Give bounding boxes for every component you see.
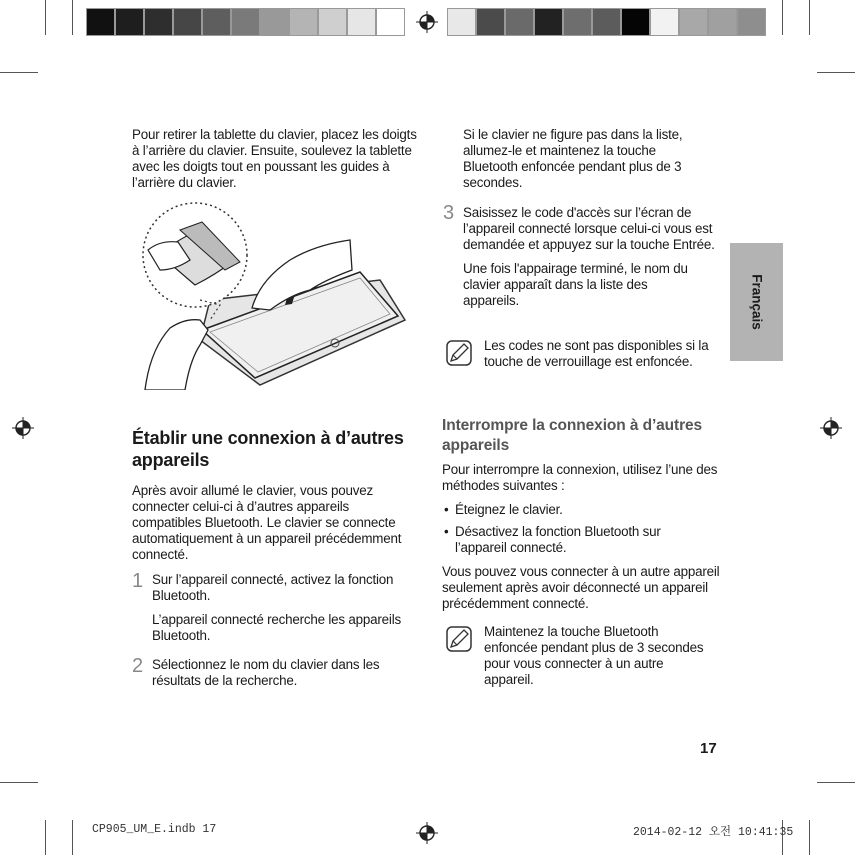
step-subtext: Une fois l'appairage terminé, le nom du clavier apparaît dans la liste des appareils. xyxy=(463,261,688,308)
swatch xyxy=(650,8,679,36)
tablet-removal-illustration xyxy=(140,200,415,390)
continuation-paragraph: Si le clavier ne figure pas dans la liste, allumez-le et maintenez la touche Bluetooth enfoncée pendant plus de 3 secondes. xyxy=(463,127,683,190)
right-section xyxy=(442,416,727,494)
intro-paragraph: Pour retirer la tablette du clavier, placez les doigts à l’arrière du clavier. Ensuite, soulevez la tablette avec les doigts tout en poussant les guides à l’arrière du clavier. xyxy=(132,127,417,190)
bullet-text: Éteignez le clavier. xyxy=(455,502,563,517)
step-number: 3 xyxy=(443,202,455,224)
swatch xyxy=(173,8,202,36)
color-bar-left xyxy=(86,8,405,36)
note-text: Les codes ne sont pas disponibles si la touche de verrouillage est enfoncée. xyxy=(484,338,709,369)
language-tab-label: Français xyxy=(749,274,764,330)
language-tab xyxy=(730,243,783,361)
swatch xyxy=(347,8,376,36)
step-number: 1 xyxy=(132,570,144,592)
swatch xyxy=(447,8,476,36)
step-text: Saisissez le code d'accès sur l’écran de l’appareil connecté lorsque celui-ci vous est demandée et appuyez sur la touche Entrée. xyxy=(463,205,715,252)
paragraph: Vous pouvez vous connecter à un autre appareil seulement après avoir déconnecté un appareil précédemment connecté. xyxy=(442,564,720,611)
swatch xyxy=(476,8,505,36)
left-intro xyxy=(132,127,417,191)
swatch xyxy=(708,8,737,36)
note-icon xyxy=(446,626,472,652)
swatch xyxy=(318,8,347,36)
step-1 xyxy=(152,572,414,644)
registration-mark-icon xyxy=(416,822,438,844)
note-1 xyxy=(484,338,714,370)
right-paragraph-2 xyxy=(442,564,727,612)
swatch xyxy=(534,8,563,36)
registration-mark-icon xyxy=(820,417,842,439)
swatch xyxy=(679,8,708,36)
footer-timestamp: 2014-02-12 오전 10:41:35 xyxy=(633,826,794,839)
swatch xyxy=(202,8,231,36)
swatch xyxy=(289,8,318,36)
step-text: Sur l’appareil connecté, activez la fonction Bluetooth. xyxy=(152,572,394,603)
swatch xyxy=(231,8,260,36)
right-continuation xyxy=(463,127,713,191)
section-paragraph: Après avoir allumé le clavier, vous pouvez connecter celui-ci à d’autres appareils compatibles Bluetooth. Le clavier se connecte automatiquement à un appareil précédemment connecté. xyxy=(132,483,402,562)
left-section xyxy=(132,427,417,563)
step-2 xyxy=(152,657,414,689)
swatch xyxy=(144,8,173,36)
footer-filename: CP905_UM_E.indb 17 xyxy=(92,823,217,836)
step-text: Sélectionnez le nom du clavier dans les résultats de la recherche. xyxy=(152,657,380,688)
step-number: 2 xyxy=(132,655,144,677)
bullet-item xyxy=(455,524,700,556)
section-heading: Établir une connexion à d’autres appareils xyxy=(132,428,404,470)
section-heading: Interrompre la connexion à d’autres appareils xyxy=(442,417,703,454)
swatch xyxy=(621,8,650,36)
step-subtext: L’appareil connecté recherche les appareils Bluetooth. xyxy=(152,612,401,643)
bullet-item xyxy=(455,502,720,518)
swatch xyxy=(505,8,534,36)
page-number: 17 xyxy=(700,740,717,757)
bullet-text: Désactivez la fonction Bluetooth sur l’appareil connecté. xyxy=(455,524,661,555)
swatch xyxy=(737,8,766,36)
bullet-marker: • xyxy=(444,524,449,539)
swatch xyxy=(86,8,115,36)
color-bar-right xyxy=(447,8,766,36)
swatch xyxy=(260,8,289,36)
bullet-marker: • xyxy=(444,502,449,517)
registration-mark-icon xyxy=(12,417,34,439)
step-3 xyxy=(463,205,721,309)
note-text: Maintenez la touche Bluetooth enfoncée pendant plus de 3 secondes pour vous connecter à un autre appareil. xyxy=(484,624,704,687)
section-paragraph: Pour interrompre la connexion, utilisez l’une des méthodes suivantes : xyxy=(442,462,718,493)
registration-mark-icon xyxy=(416,11,438,33)
swatch xyxy=(115,8,144,36)
swatch xyxy=(592,8,621,36)
swatch xyxy=(376,8,405,36)
swatch xyxy=(563,8,592,36)
note-icon xyxy=(446,340,472,366)
note-2 xyxy=(484,624,709,688)
